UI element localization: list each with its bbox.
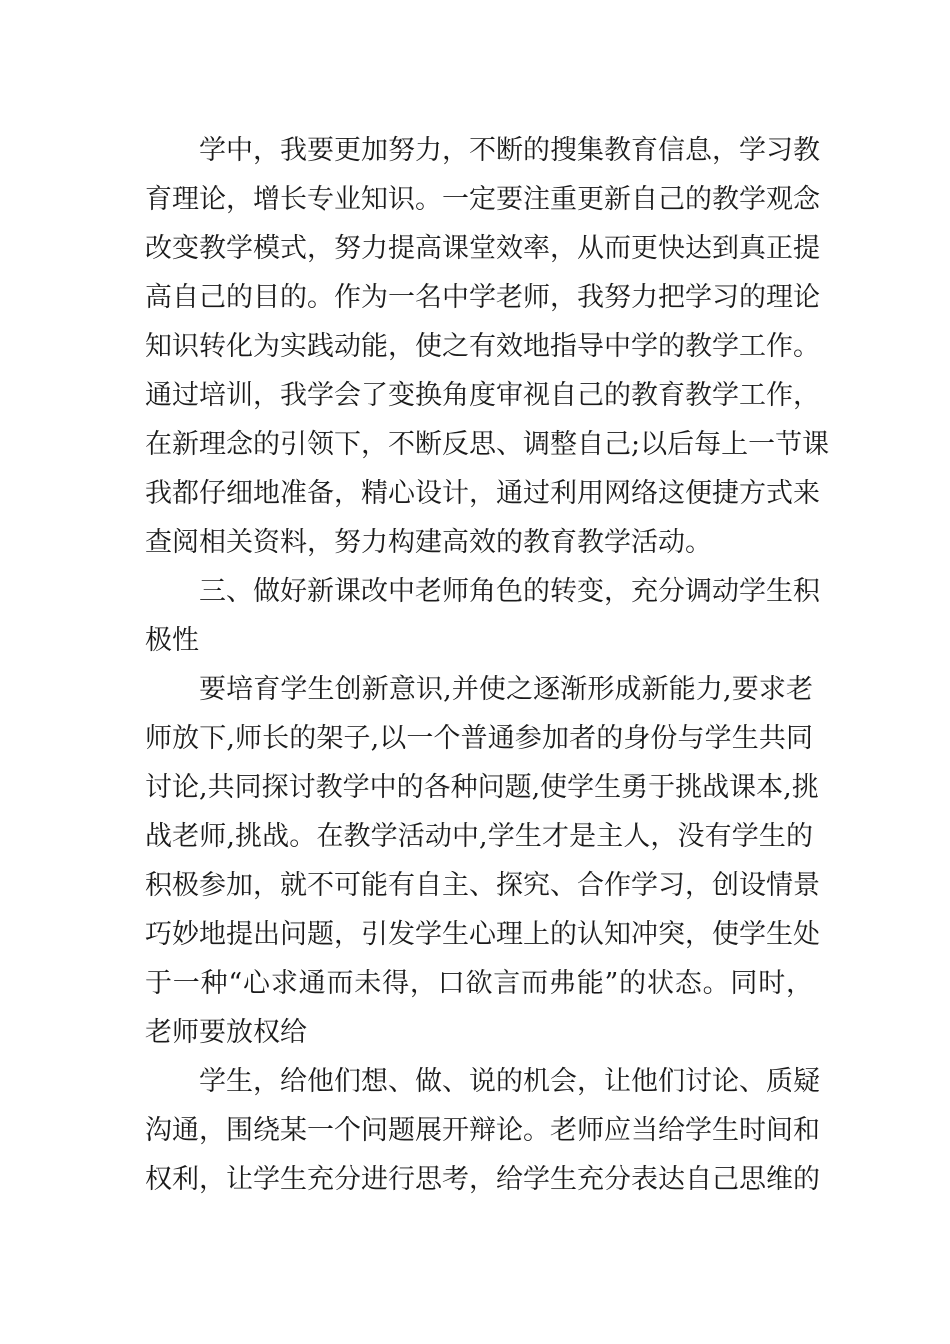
text-line: 育理论，增长专业知识。一定要注重更新自己的教学观念 — [145, 184, 820, 215]
text-line: 学中，我要更加努力，不断的搜集教育信息，学习教 — [199, 135, 820, 166]
body-text — [145, 126, 830, 1204]
text-line: 老师要放权给 — [145, 1017, 307, 1048]
text-line: 积极参加，就不可能有自主、探究、合作学习，创设情景 — [145, 870, 820, 901]
text-line: 查阅相关资料，努力构建高效的教育教学活动。 — [145, 527, 712, 558]
text-line: 在新理念的引领下，不断反思、调整自己;以后每上一节课 — [145, 429, 830, 460]
text-line: 师放下,师长的架子,以一个普通参加者的身份与学生共同 — [145, 723, 813, 754]
text-line: 我都仔细地准备，精心设计，通过利用网络这便捷方式来 — [145, 478, 820, 509]
section-heading-line: 极性 — [145, 625, 199, 656]
text-line: 战老师,挑战。在教学活动中,学生才是主人，没有学生的 — [145, 821, 813, 852]
text-line: 讨论,共同探讨教学中的各种问题,使学生勇于挑战课本,挑 — [145, 772, 819, 803]
text-line: 权利，让学生充分进行思考，给学生充分表达自己思维的 — [145, 1164, 820, 1195]
text-line: 学生，给他们想、做、说的机会，让他们讨论、质疑 — [199, 1066, 820, 1097]
text-line: 改变教学模式，努力提高课堂效率，从而更快达到真正提 — [145, 233, 820, 264]
text-line: 巧妙地提出问题，引发学生心理上的认知冲突，使学生处 — [145, 919, 820, 950]
text-line: 于一种“心求通而未得，口欲言而弗能”的状态。同时， — [145, 968, 813, 999]
text-line: 沟通，围绕某一个问题展开辩论。老师应当给学生时间和 — [145, 1115, 820, 1146]
text-line: 知识转化为实践动能，使之有效地指导中学的教学工作。 — [145, 331, 820, 362]
text-line: 高自己的目的。作为一名中学老师，我努力把学习的理论 — [145, 282, 820, 313]
text-line: 通过培训，我学会了变换角度审视自己的教育教学工作， — [145, 380, 820, 411]
text-line: 要培育学生创新意识,并使之逐渐形成新能力,要求老 — [199, 674, 813, 705]
section-heading-line: 三、做好新课改中老师角色的转变，充分调动学生积 — [199, 576, 820, 607]
